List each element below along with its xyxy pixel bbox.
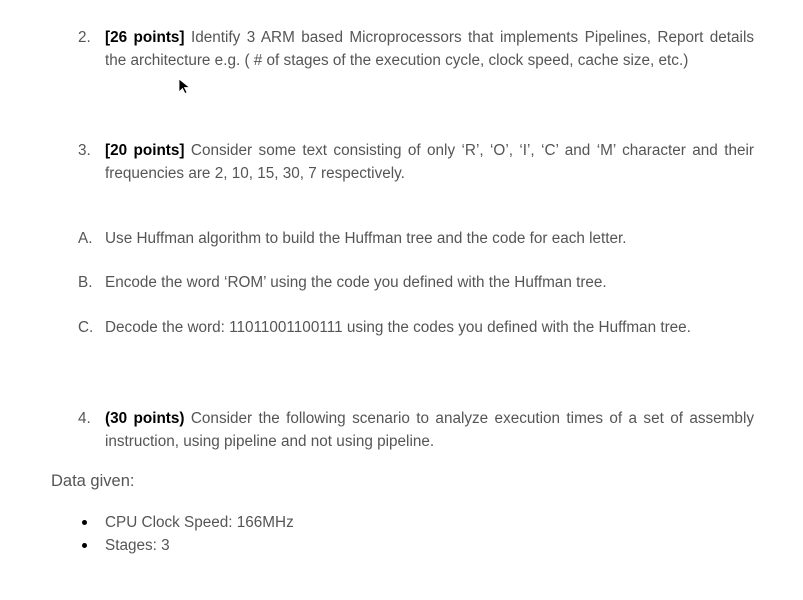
- data-item: [78, 534, 170, 557]
- question-body: Consider the following scenario to analyze execution times of a set of assembly instruction, using pipeline and not using pipeline.: [105, 410, 754, 450]
- subpart-letter: B.: [78, 274, 93, 291]
- subpart-c: [78, 316, 768, 339]
- question-number: 3.: [78, 142, 91, 159]
- question-body: Identify 3 ARM based Microprocessors that implements Pipelines, Report details the architecture e.g. ( # of stages of the execution cycle, clock speed, cache size, etc.): [105, 29, 754, 69]
- question-number: 4.: [78, 410, 91, 427]
- data-given-heading: Data given:: [51, 472, 135, 490]
- question-points: (30 points): [105, 410, 185, 427]
- bullet-icon: [82, 520, 87, 525]
- subpart-a: [78, 227, 768, 250]
- mouse-pointer-icon: [178, 78, 192, 94]
- question-text: [105, 26, 754, 72]
- data-item: [78, 511, 294, 534]
- subpart-text: Encode the word ‘ROM’ using the code you defined with the Huffman tree.: [105, 274, 607, 291]
- question-text: [105, 407, 754, 453]
- question-body: Consider some text consisting of only ‘R’, ‘O’, ‘I’, ‘C’ and ‘M’ character and their frequencies are 2, 10, 15, 30, 7 respectively.: [105, 142, 754, 182]
- question-text: [105, 139, 754, 185]
- subpart-text: Decode the word: 11011001100111 using the codes you defined with the Huffman tree.: [105, 319, 691, 336]
- subpart-b: [78, 271, 768, 294]
- question-2: [78, 26, 754, 72]
- data-item-text: CPU Clock Speed: 166MHz: [105, 514, 294, 531]
- data-item-text: Stages: 3: [105, 537, 170, 554]
- question-3: [78, 139, 754, 185]
- question-points: [20 points]: [105, 142, 185, 159]
- subpart-text: Use Huffman algorithm to build the Huffman tree and the code for each letter.: [105, 230, 627, 247]
- subpart-letter: C.: [78, 319, 94, 336]
- subpart-letter: A.: [78, 230, 93, 247]
- bullet-icon: [82, 543, 87, 548]
- question-points: [26 points]: [105, 29, 185, 46]
- question-number: 2.: [78, 29, 91, 46]
- question-4: [78, 407, 754, 453]
